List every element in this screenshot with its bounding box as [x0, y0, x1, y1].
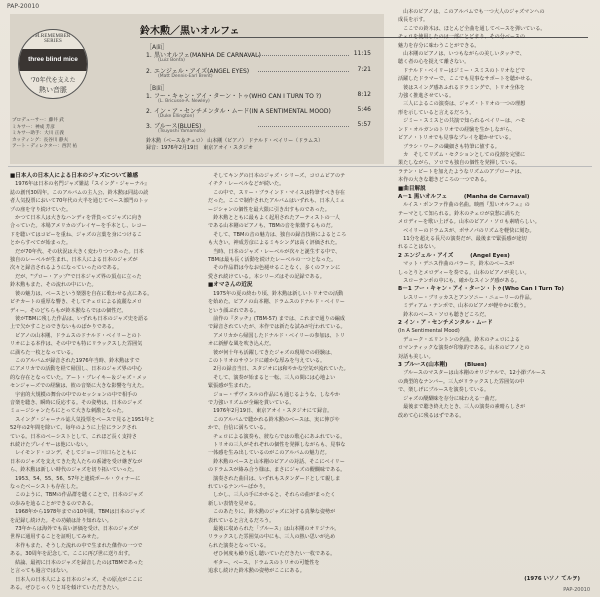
- text-line: 上で欠かすことのできないものばかりである。: [10, 324, 117, 331]
- text-line: ピアノ・トリオでも見事なプレイを聴かせている。: [398, 135, 515, 142]
- text-line: TBMは最も長く活動を続けたレーベルの一つとなった。: [208, 257, 337, 264]
- text-line: ロマンティックな演奏が印象的である。山本のピアノとの: [398, 345, 530, 352]
- text-line: マット・デニス作曲のバラード。鈴木のベースが: [398, 261, 515, 268]
- text-line: れているナンバーばかり。: [208, 484, 269, 491]
- text-line: ら、鈴木勲は新しい時代のジャズを切り拓いていった。: [10, 467, 138, 474]
- text-line: ピアノの山本剛、ドラムスのドナルド・ベイリーとのト: [10, 332, 142, 339]
- text-line: しっとりとメロディーを奏でる。山本のピアノが美しい。: [398, 269, 530, 276]
- text-line: そして、TBMの音の魅力は、独自の録音技術によるところ: [208, 231, 347, 238]
- text-line: ディー。そのどちらもが鈴木勲ならではの個性だ。: [10, 307, 127, 314]
- album-title: 鈴木勲／黒いオルフェ: [140, 26, 240, 37]
- text-line: 73年からは海外でも高い評価を受け、日本のジャズが: [10, 526, 139, 533]
- text-line: に満ちた一枚となっている。: [10, 349, 77, 356]
- text-column-2: [208, 172, 384, 576]
- emblem-series-title: T.B.M.REMEMBER '70s SERIES: [25, 34, 81, 44]
- text-line: リオによる本作は、その中でも特にリラックスした雰囲気: [10, 341, 143, 348]
- credit-line: アート・ディレクター：西沢 祐: [12, 144, 78, 150]
- emblem-subtitle: '70年代を支えた: [30, 77, 76, 84]
- text-line: 彼が何十年も活躍してきたジャズの現場での経験は、: [208, 349, 336, 356]
- text-line: 彼の魅力は、ベースという楽器を自在に歌わせる点にある。: [10, 290, 153, 297]
- text-line: 2月の録音当日、スタジオには和やかな空気が流れていた。: [208, 366, 349, 373]
- catalog-number-bottom: PAP-20010: [563, 587, 590, 593]
- track-time: 5:57: [357, 121, 371, 128]
- text-line: 成長を示す。: [398, 17, 429, 24]
- personnel-line: [146, 138, 381, 145]
- text-line: イチク・レーベルなどが続いた。: [208, 181, 285, 188]
- text-line: 音楽を聴き、瞬時に反応する。その姿勢は、日本のジャズ: [10, 399, 143, 406]
- emblem-subtitle-2: 熱い音脈: [39, 86, 67, 94]
- text-line: 日本人の日本人による日本のジャズ、その原点がここに: [10, 576, 143, 583]
- text-line: 愛され続けている。本シリーズはその記録である。: [208, 273, 325, 280]
- text-line: 演奏された曲目は、いずれもスタンダードとして親しま: [208, 475, 341, 482]
- text-line: 最後まで聴き終えたとき、三人の演奏の素晴らしさが: [398, 404, 526, 411]
- text-line: れることはない。: [398, 244, 439, 251]
- section-heading: A－1 黒いオルフェ (Manha de Carnaval): [398, 193, 530, 200]
- text-line: だった。ここで制作されたアルバムはいずれも、日本人ミュ: [208, 198, 345, 205]
- text-line: を始めた。ピアノの山本剛、ドラムスのドナルド・ベイリー: [208, 299, 345, 306]
- text-column-3: [398, 8, 580, 420]
- track-title: ブルース(BLUES): [154, 123, 202, 130]
- text-line: レスリー・ブリッカスとアンソニー・ニューリーの作品。: [398, 294, 535, 301]
- text-line: 彼がTBMに残した作品は、いずれも日本のジャズ史を語る: [10, 315, 149, 322]
- section-heading: 2 イン・ア・センチメンタル・ムード: [398, 320, 493, 327]
- text-line: 52年の2年間を除いて、毎年のように上位にランクされ: [10, 425, 137, 432]
- text-line: 追求し続けた鈴木勲の姿勢がここにある。: [208, 568, 305, 575]
- staff-credits: [12, 118, 122, 151]
- track-number: 1.: [146, 52, 152, 59]
- text-line: 一体感を生み出しているのがこのアルバムの魅力だ。: [208, 450, 330, 457]
- text-line: ドナルド・ベイリーはジミー・スミスのトリオなどで: [398, 67, 526, 74]
- text-line: 改めて心に残るはずである。: [398, 412, 465, 419]
- text-line: 的な存在となっていた。アート・ブレイキー＆ジャズ・メッ: [10, 374, 147, 381]
- text-line: レイモンド・コンデ、そしてジョージ川口らとともに: [10, 450, 137, 457]
- series-emblem: [18, 29, 88, 99]
- text-line: ミディアム・テンポで、山本のピアノが軽やかに歌う。: [398, 303, 529, 310]
- text-line: 者人気投票において70年代の大半を通じてベース部門のトッ: [10, 198, 149, 205]
- text-line: 結論、最初に日本のジャズを録音したのはTBMであった: [10, 559, 144, 566]
- text-line: 鈴木のベース・ソロも聴きどころだ。: [398, 311, 490, 318]
- track-number: 1.: [146, 93, 152, 100]
- credit-line: ミキサー助手：大川 正義: [12, 131, 64, 137]
- text-line: オに新鮮な風を吹き込んだ。: [208, 341, 275, 348]
- track-title: エンジェル・アイズ(ANGEL EYES): [154, 68, 250, 75]
- text-line: ギター、ベース、ドラムスのトリオの可能性を: [208, 559, 320, 566]
- track-time: 5:46: [357, 106, 371, 113]
- text-line: 活躍したドラマーで、ここでも見事なサポートを聴かせる。: [398, 76, 536, 83]
- text-line: そしてキングの日本のジャズ・シリーズ、コロムビアのテ: [208, 173, 346, 179]
- text-line: ンド・オルガンのトリオでの経験を生かしながら、: [398, 126, 516, 133]
- section-heading: 3 ブルース(山本剛) (Blues): [398, 362, 487, 369]
- track-time: 7:21: [357, 66, 371, 73]
- section-heading: ■曲目解説: [398, 185, 426, 192]
- text-line: 果たしながら、ソロでも独自の個性を発揮している。: [398, 160, 521, 167]
- text-line: 1968年から1978年までの10年間、TBMは日本のジャズ: [10, 509, 145, 516]
- text-line: ルイス・ボンファ作曲の名曲。映画『黒いオルフェ』の: [398, 202, 530, 209]
- section-heading: ■日本人の日本人による日本のジャズについて雑感: [10, 173, 139, 179]
- text-line: である山本剛のピアノも、TBMの音を象徴するものだ。: [208, 223, 336, 230]
- text-line: ジミー・スミスとの共演で知られるベイリーは、ハモ: [398, 118, 526, 125]
- text-line: 形を示していると言えるだろう。: [398, 109, 475, 116]
- text-line: られた演奏となっている。: [208, 542, 270, 549]
- text-line: スイング・ジャーナル誌人気投票をベースで見ると1951年と: [10, 416, 155, 423]
- text-line: 聴く者の心を捉えて離さない。: [398, 59, 470, 66]
- track-title: フー・キャン・アイ・ターン・トゥ(WHO CAN I TURN TO ?): [154, 93, 322, 100]
- text-line: ジョー・ザヴィヌルの作品にも通じるような、しなやか: [208, 391, 341, 398]
- side-a-label: ［A面］: [146, 44, 169, 51]
- text-line: 前作の『タッチ』(TBM-57) までは、これまで通りの編成: [208, 315, 345, 322]
- personnel: [146, 138, 381, 152]
- text-line: メロディーを歌い上げる。山本のピアノ・ソロも素晴らしい。: [398, 219, 540, 226]
- text-line: 誌の創刊30周年。このアルバムの主人公、鈴木勲は同誌の読: [10, 189, 149, 196]
- track-composer: (L. Bricusse-A. Newley): [158, 99, 210, 104]
- text-line: 山本のピアノは、このアルバムでも一つ大人のジャズマンへの: [398, 9, 545, 15]
- recording-info: 録音：1976年2月19日 東京アオイ・スタジオ: [146, 145, 253, 151]
- text-line: このあたりに、鈴木勲のジャズに対する真摯な姿勢が: [208, 509, 336, 516]
- text-line: ある。30周年を記念して、ここに再び世に送り出す。: [10, 551, 134, 558]
- text-line: 日本のジャズを支えてきた先人たちの系譜を受け継ぎなが: [10, 458, 143, 465]
- text-line: にアメリカでの活動を経て帰国し、日本のジャズ界の中心: [10, 366, 142, 373]
- text-line: 独自のレーベルが生まれ、日本人による日本のジャズが: [10, 257, 138, 264]
- text-line: 世界に通用することを証明してみせた。: [10, 534, 102, 541]
- text-line: ミュージシャンたちにとって大きな刺激となった。: [10, 408, 127, 415]
- text-line: 1953、54、55、56、57年と連続ポール・ウィナーに: [10, 475, 141, 482]
- text-line: 三人によるこの演奏は、ジャズ・トリオの一つの理想: [398, 101, 526, 108]
- text-line: ドを聴いてはコピーを重ね、ジャズの言葉を身につけるこ: [10, 231, 143, 238]
- text-line: チェロによる演奏も、彼ならではの歌心にあふれている。: [208, 433, 346, 440]
- text-line: れ続けたプレイヤーは他にいない。: [10, 442, 92, 448]
- text-line: 緊張感が生まれた。: [208, 383, 254, 390]
- text-line: 1976年は日本の名門ジャズ雑誌『スイング・ジャーナル』: [10, 181, 150, 188]
- text-line: チェロを使用したのは一部にとどまり、その分ベースの: [398, 34, 525, 41]
- text-line: (In A Sentimental Mood): [398, 328, 460, 335]
- section-heading: 2 エンジェル・アイズ (Angel Eyes): [398, 252, 510, 259]
- text-line: プの座を守り続けていた。: [10, 206, 72, 213]
- text-line: かつて日本人は大きなハンディを背負ってジャズに向き: [10, 215, 142, 222]
- text-line: の歩みを辿ることができるのである。: [10, 500, 97, 507]
- track-composer: (Duke Ellington): [158, 114, 195, 119]
- text-line: このトリオのサウンドに確かな厚みを与えている。: [208, 357, 326, 364]
- side-b-label: ［B面］: [146, 85, 169, 92]
- text-line: 鈴木勲とともに最もよく起用されたアーティストの一人: [208, 215, 340, 222]
- text-line: 鈴木勲のベースと山本剛のピアノの対話、そこにベイリー: [208, 458, 345, 465]
- text-line: このアルバムで聴かれる鈴木勲のベースは、実に伸びや: [208, 416, 340, 423]
- track-title: 黒いオルフェ(MANHA DE CARNAVAL): [154, 52, 261, 59]
- text-line: ここでの鈴木は、ほとんど全曲を通してベースを弾いている。: [398, 25, 546, 32]
- catalog-number: PAP-20010: [7, 3, 40, 10]
- text-line: ジャズの醍醐味を存分に味わえる一曲だ。: [398, 395, 500, 402]
- text-line: という顔ぶれである。: [208, 307, 259, 314]
- musician: ドナルド・ベイリー（ドラムス）: [248, 138, 324, 144]
- text-line: 本作もまた、そうした流れの中で生まれた傑作の一つで: [10, 542, 143, 549]
- text-line: 山本剛のピアノは、いつもながらの美しいタッチで、: [398, 51, 525, 58]
- text-line: スローテンポの中にも、確かなスイング感がある。: [398, 278, 520, 284]
- text-line: この中で、スリー・ブラインド・マイスは特筆すべき存在: [208, 189, 346, 196]
- track-number: 3.: [146, 123, 152, 130]
- text-line: ベイリーのドラムスが、ボサノバのリズムを軽快に刻む。: [398, 227, 535, 234]
- text-line: とからすべてが始まった。: [10, 240, 72, 247]
- text-line: 宇宙的大規模の舞台の中でのセッションの中で相手の: [10, 391, 138, 398]
- dot-leader: [258, 71, 349, 72]
- text-line: テーマとして知られる。鈴木のチェロが哀愁に満ちた: [398, 210, 521, 217]
- text-line: 11分を超える長尺の演奏だが、最後まで緊張感が途切: [398, 235, 527, 242]
- text-line: カ そしてリズム・セクションとしての役割を完璧に: [398, 151, 526, 158]
- track-number: 2.: [146, 108, 152, 115]
- text-line: センジャーズでの経験は、彼の音楽に大きな影響を与えた。: [10, 383, 148, 390]
- dot-leader: [258, 55, 349, 56]
- text-line: だが、"プロー・アップ"で日本ジャズ界の頂点に立った: [10, 273, 142, 280]
- track-title: イン・ア・センチメンタル・ムード(IN A SENTIMENTAL MOOD): [154, 108, 331, 115]
- musician: 山本剛（ピアノ）: [207, 138, 247, 144]
- text-line: のドラムスが絡み合う様は、まさにジャズの醍醐味である。: [208, 467, 346, 474]
- text-line: と言っても過言ではない。: [10, 568, 72, 575]
- text-line: を記録し続けた。その功績は計り知れない。: [10, 517, 112, 524]
- track-number: 2.: [146, 68, 152, 75]
- section-heading: ■オマさんの近況: [208, 282, 253, 289]
- text-line: 魅力を存分に味わうことができる。: [398, 42, 480, 49]
- text-line: ぜひ何度も繰り返し聴いていただきたい一枚である。: [208, 551, 336, 558]
- text-line: ブルースのマスターは山本剛のオリジナルで、12小節ブルース: [398, 370, 546, 377]
- text-line: ラテン・ビートを加えたようなリズムのアプローチは、: [398, 168, 525, 175]
- text-line: しかし、三人の手にかかると、それらの曲がまったく: [208, 492, 336, 499]
- track-time: 11:15: [353, 50, 371, 57]
- section-heading: B－1 フー・キャン・アイ・ターン・トゥ(Who Can I Turn To): [398, 286, 564, 293]
- text-line: ージシャンの個性を最大限に引き出すものであった。: [208, 206, 330, 213]
- text-line: ピチカートの重厚な響き、そしてチェロによる流麗なメロ: [10, 299, 142, 306]
- text-line: ある。ぜひじっくりと耳を傾けていただきたい。: [10, 584, 123, 591]
- text-line: 新しい表情を見せる。: [208, 500, 259, 507]
- text-line: トリオの三人がそれぞれの個性を発揮しながらも、見事な: [208, 442, 346, 448]
- musician: 鈴木勲（ベース＆チェロ）: [146, 138, 206, 144]
- text-line: で力強いリズムが全編を貫いている。: [208, 399, 295, 406]
- text-column-1: [10, 172, 190, 592]
- text-line: 1976年2月19日、東京アオイ・スタジオにて録音。: [208, 408, 333, 415]
- text-line: デューク・エリントンの名曲。鈴木のチェロによる: [398, 336, 520, 343]
- text-line: 次々と録音されるようになっていったのである。: [10, 265, 123, 272]
- text-line: このように、TBMの作品群を聴くことで、日本のジャズ: [10, 492, 144, 499]
- text-line: 最後に収められた「ブルース」は山本剛のオリジナル。: [208, 526, 340, 533]
- text-line: アメリカから帰国したドナルド・ベイリーの参加は、トリ: [208, 332, 345, 339]
- text-line: 鈴木勲もまた、その流れの中にいた。: [10, 282, 97, 289]
- text-line: 表れていると言えるだろう。: [208, 517, 275, 524]
- dot-leader: [258, 126, 349, 127]
- text-line: 力強く推進させている。: [398, 93, 455, 100]
- text-line: リラックスした雰囲気の中にも、三人の熱い思いが込め: [208, 534, 336, 541]
- text-line: そして、演奏が始まると一転、三人の間には心地よい: [208, 374, 336, 381]
- text-line: も大きい。神成芳彦によるミキシングは高く評価された。: [208, 240, 341, 247]
- text-line: で録音されていたが、本作では新たな試みが行われている。: [208, 324, 346, 331]
- track-composer: (Matt Dennis-Earl Brent): [158, 74, 213, 79]
- text-line: 合っていた。本場アメリカのプレイヤーを手本とし、レコー: [10, 223, 147, 230]
- text-line: ている。日本のベーシストとして、これほど長く支持さ: [10, 433, 137, 440]
- credit-line: カッティング：長谷川 静夫: [12, 137, 69, 143]
- text-line: 当時、日本のジャズ・レーベルが次々と誕生する中で、: [208, 248, 341, 255]
- track-composer: (Luiz Bonfa): [158, 58, 185, 63]
- text-line: の典型的なナンバー。三人がリラックスした雰囲気の中: [398, 378, 525, 385]
- text-line: ブラシ・ワークの繊細さも特筆に値する。: [398, 143, 500, 150]
- text-line: だが70年代、その状況は大きく変わりつつあった。日本: [10, 248, 144, 255]
- text-line: 1975年の夏の終わり頃、鈴木勲は新しいトリオでの活動: [208, 290, 344, 297]
- text-line: その作品群は今なお色褪せることなく、多くのファンに: [208, 265, 341, 272]
- text-line: なったベーシストも存在した。: [10, 484, 82, 491]
- track-composer: (Tsuyoshi Yamamoto): [158, 129, 206, 134]
- text-line: かで、自信に満ちている。: [208, 425, 269, 432]
- text-line: このアルバムが録音された1976年当時、鈴木勲はすで: [10, 357, 140, 364]
- emblem-label-name: three blind mice: [19, 49, 87, 71]
- track-time: 8:12: [357, 91, 371, 98]
- credit-line: ミキサー：神成 芳彦: [12, 124, 55, 130]
- text-line: 本作の大きな聴きどころの一つである。: [398, 177, 490, 184]
- text-line: で、楽しげにブルースを演奏している。: [398, 387, 490, 394]
- text-line: 対話も美しい。: [398, 353, 434, 360]
- author-signature: (1976 いソノ てルヲ): [524, 576, 580, 582]
- text-line: 彼はスイング感あふれるドラミングで、トリオ全体を: [398, 84, 525, 91]
- credit-line: プロデューサー：藤井 武: [12, 118, 64, 123]
